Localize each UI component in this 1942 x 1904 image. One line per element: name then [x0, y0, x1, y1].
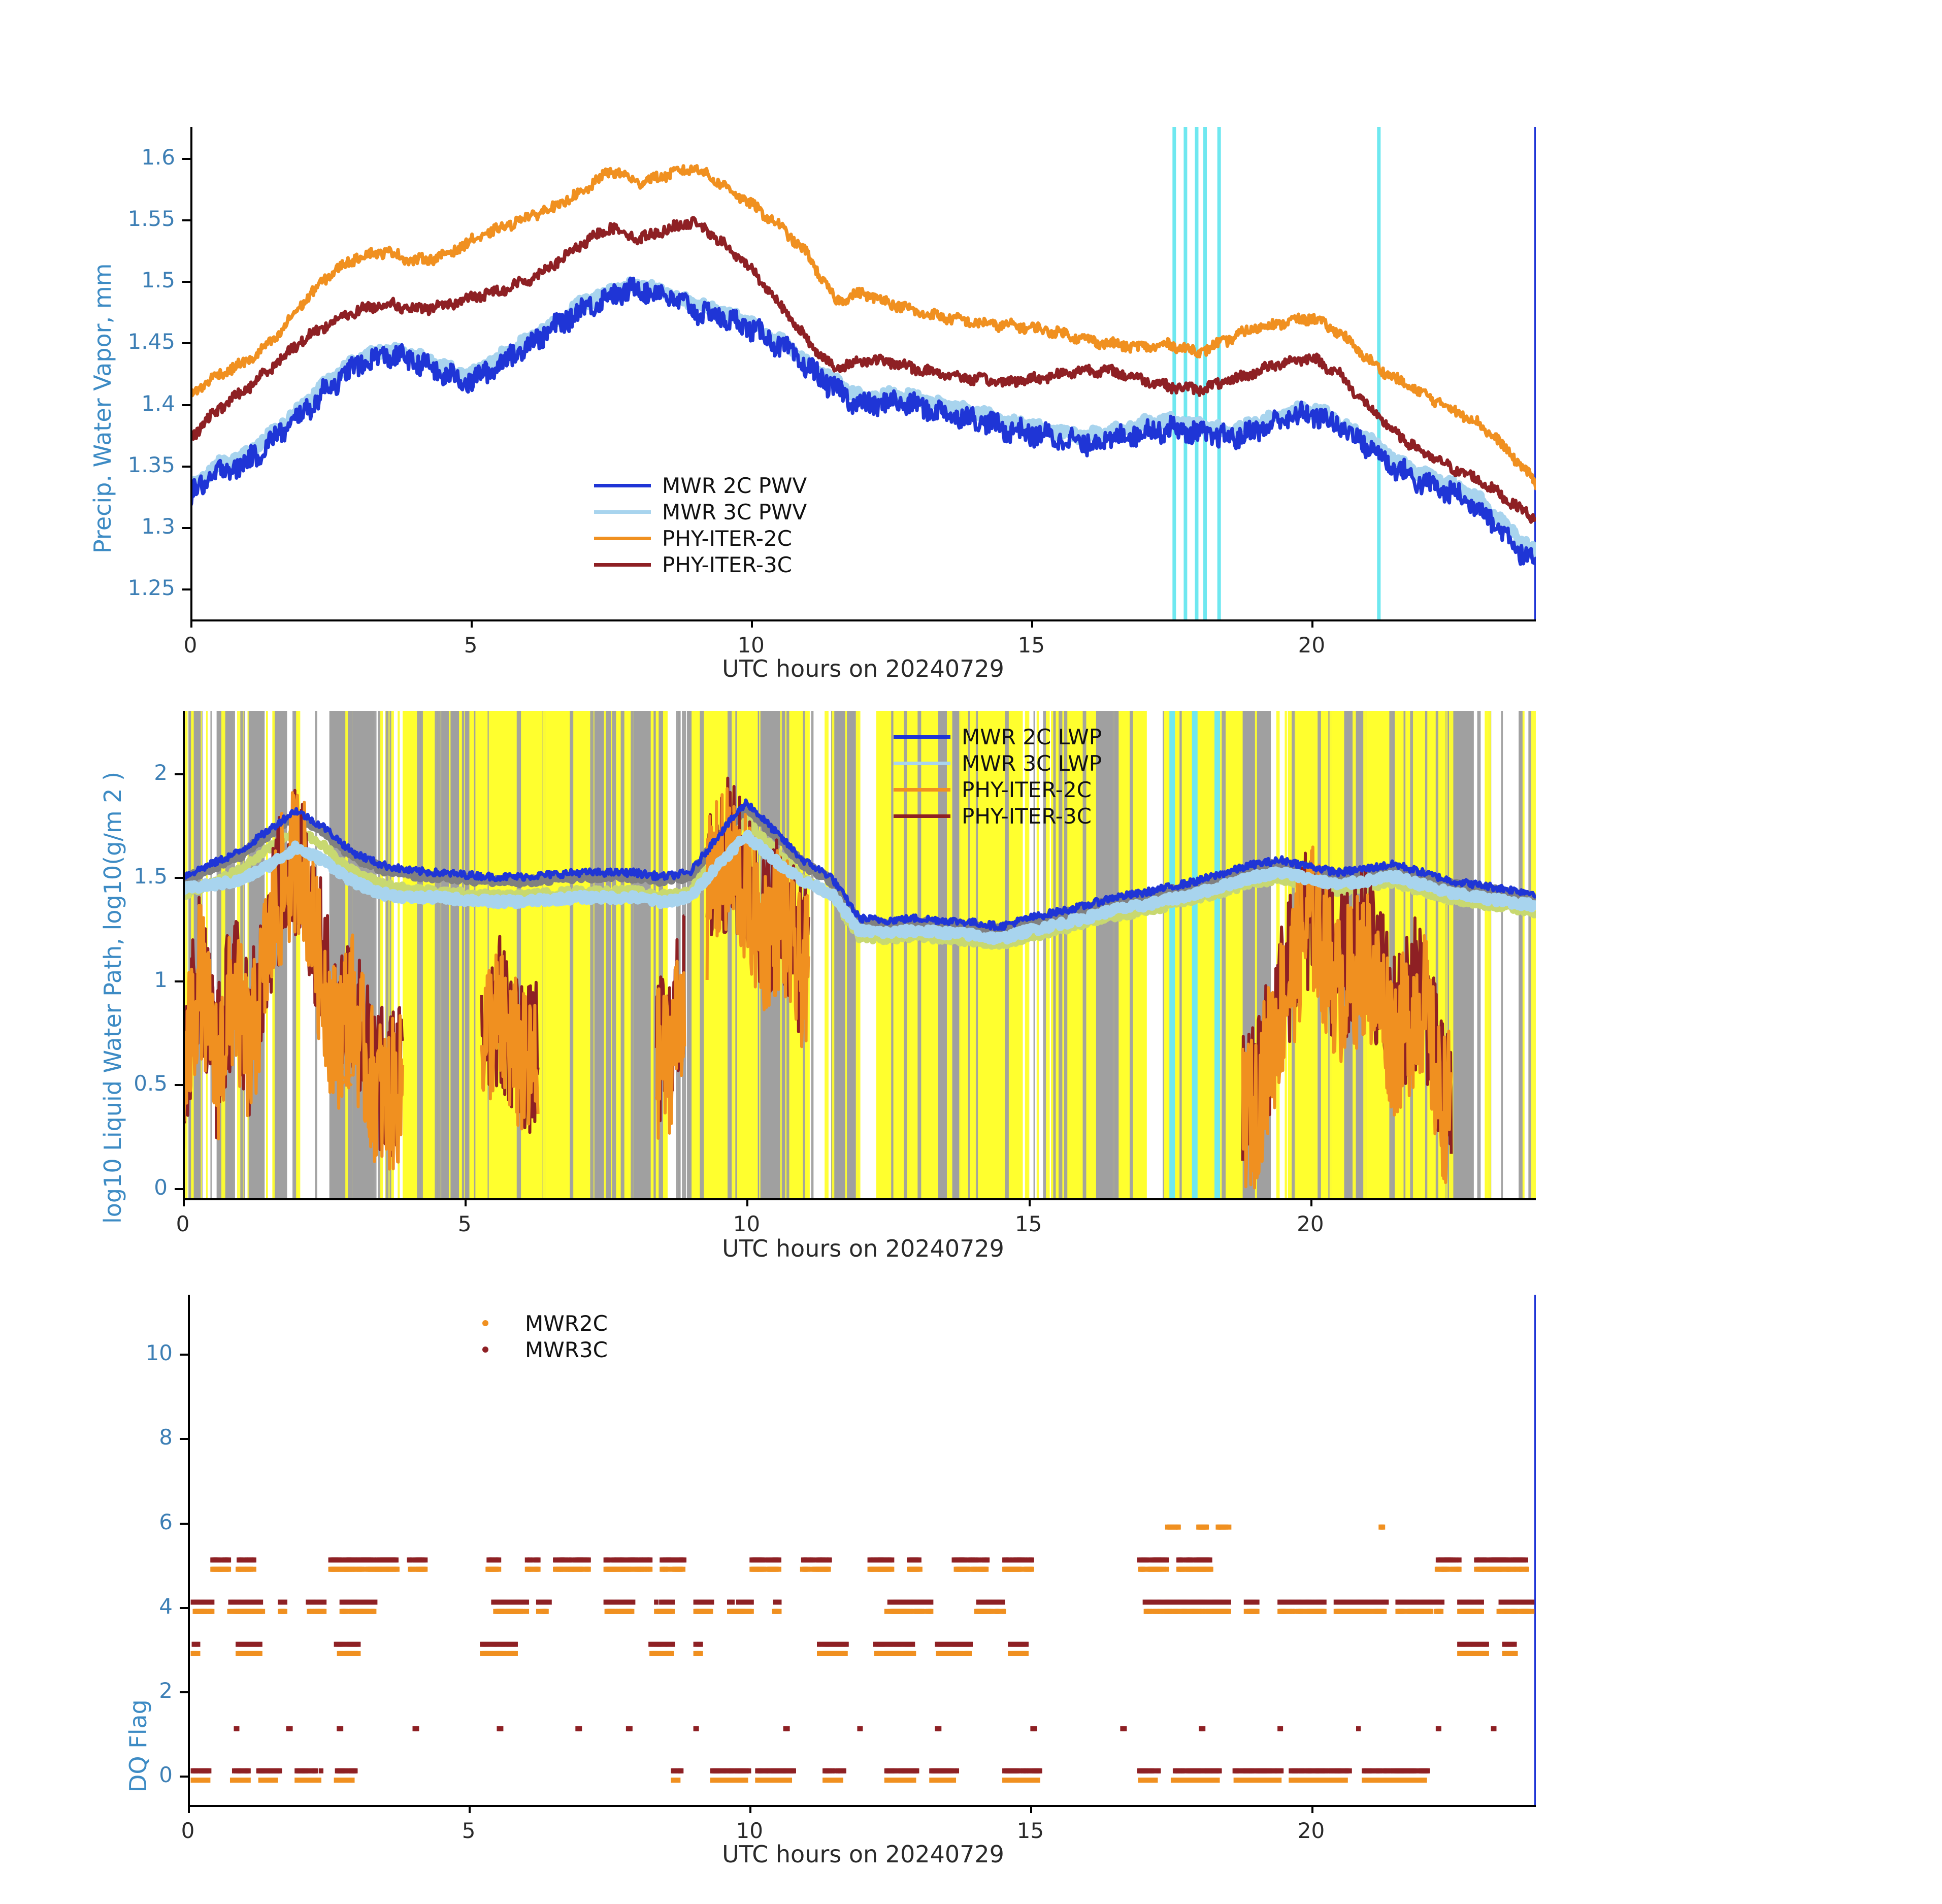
x-tick: [1031, 619, 1033, 628]
panel-pwv: [0, 0, 1942, 682]
y-tick-label: 0: [154, 1174, 168, 1200]
y-tick-label: 1.6: [141, 144, 175, 170]
y-tick: [182, 219, 190, 221]
x-tick-label: 0: [181, 1818, 195, 1843]
x-tick: [183, 1198, 185, 1206]
x-tick-label: 5: [462, 1818, 476, 1843]
x-tick-label: 20: [1297, 1211, 1324, 1236]
legend-label: MWR3C: [525, 1337, 608, 1362]
x-tick: [1029, 1198, 1031, 1206]
x-tick: [749, 1805, 751, 1813]
pwv-x-axis: [190, 619, 1536, 621]
x-tick: [471, 619, 473, 628]
x-tick: [751, 619, 753, 628]
x-tick: [746, 1198, 748, 1206]
legend-item: [457, 1336, 608, 1363]
y-tick: [180, 1776, 188, 1778]
legend-swatch-phy-iter-2c-lwp: [894, 788, 950, 792]
x-tick-label: 15: [1017, 633, 1045, 658]
y-tick: [182, 527, 190, 529]
y-tick-label: 1.45: [127, 329, 175, 354]
legend-item: [894, 724, 1102, 750]
legend-swatch-mwr3c-pwv: [594, 510, 651, 514]
y-tick: [175, 980, 183, 982]
legend-item: [894, 776, 1102, 803]
pwv-plot-area: [190, 127, 1536, 619]
y-tick: [175, 1084, 183, 1086]
y-tick: [182, 342, 190, 344]
y-tick-label: 4: [159, 1593, 173, 1619]
x-tick-label: 15: [1016, 1818, 1044, 1843]
y-tick-label: 1.25: [127, 575, 175, 601]
legend-label: MWR 2C LWP: [962, 724, 1102, 749]
x-tick-label: 0: [176, 1211, 190, 1236]
pwv-y-axis-title: Precip. Water Vapor, mm: [89, 263, 116, 553]
legend-item: [594, 499, 807, 525]
x-tick: [1311, 1805, 1313, 1813]
x-tick: [1311, 619, 1313, 628]
legend-item: [594, 525, 807, 551]
dq-plot-area: [188, 1295, 1536, 1805]
y-tick: [175, 773, 183, 775]
legend-label: PHY-ITER-2C: [962, 777, 1092, 802]
legend-label: MWR 2C PWV: [662, 473, 807, 498]
y-tick: [182, 158, 190, 160]
x-tick-label: 20: [1297, 1818, 1325, 1843]
legend-item: [594, 472, 807, 499]
y-tick: [180, 1691, 188, 1693]
lwp-y-axis: [183, 711, 185, 1200]
x-tick-label: 0: [183, 633, 198, 658]
y-tick: [180, 1354, 188, 1356]
lwp-plot-area: [183, 711, 1536, 1198]
y-tick-label: 2: [159, 1678, 173, 1703]
y-tick: [175, 877, 183, 879]
y-tick: [182, 281, 190, 283]
legend-dot-mwr2c: [457, 1320, 514, 1326]
y-tick: [182, 466, 190, 468]
pwv-x-axis-title: UTC hours on 20240729: [722, 655, 1004, 682]
x-tick-label: 5: [457, 1211, 472, 1236]
legend-label: PHY-ITER-3C: [962, 803, 1092, 829]
x-tick-label: 5: [464, 633, 478, 658]
legend-dot-mwr3c: [457, 1347, 514, 1353]
y-tick-label: 1.4: [141, 390, 175, 416]
x-tick-label: 20: [1298, 633, 1326, 658]
dq-x-axis: [188, 1805, 1536, 1807]
dq-x-axis-title: UTC hours on 20240729: [722, 1841, 1004, 1868]
lwp-x-axis: [183, 1198, 1536, 1200]
dq-y-axis: [188, 1295, 190, 1807]
x-tick-label: 15: [1014, 1211, 1042, 1236]
legend-swatch-phy-iter-3c-lwp: [894, 814, 950, 818]
y-tick-label: 0.5: [134, 1071, 168, 1096]
y-tick-label: 10: [145, 1340, 173, 1366]
legend-label: PHY-ITER-3C: [662, 552, 792, 577]
y-tick-label: 2: [154, 760, 168, 785]
lwp-legend: [894, 724, 1102, 829]
x-tick: [1030, 1805, 1032, 1813]
legend-swatch-phy-iter-3c-pwv: [594, 563, 651, 567]
legend-label: MWR 3C PWV: [662, 499, 807, 524]
y-tick-label: 6: [159, 1509, 173, 1534]
y-tick-label: 1: [154, 967, 168, 993]
y-tick-label: 1.3: [141, 514, 175, 539]
legend-label: MWR 3C LWP: [962, 750, 1102, 776]
legend-label: PHY-ITER-2C: [662, 526, 792, 551]
lwp-y-axis-title-text: log10 Liquid Water Path, log10(g/m 2 ): [99, 771, 126, 1224]
x-tick-label: 10: [733, 1211, 761, 1236]
panel-lwp: [0, 680, 1942, 1279]
legend-item: [594, 551, 807, 578]
pwv-y-axis: [190, 127, 192, 621]
y-tick: [175, 1188, 183, 1190]
dq-y-axis-title: DQ Flag: [124, 1699, 152, 1792]
y-tick: [180, 1523, 188, 1525]
panel-dq-flag: [0, 1269, 1942, 1904]
x-tick: [188, 1805, 190, 1813]
x-tick-label: 10: [736, 1818, 763, 1843]
x-tick-label: 10: [737, 633, 765, 658]
y-tick: [182, 404, 190, 406]
y-tick-label: 1.55: [127, 206, 175, 231]
y-tick-label: 1.5: [141, 268, 175, 293]
legend-item: [894, 750, 1102, 776]
y-tick-label: 0: [159, 1762, 173, 1787]
y-tick-label: 8: [159, 1425, 173, 1450]
y-tick-label: 1.35: [127, 452, 175, 477]
pwv-legend: [594, 472, 807, 578]
legend-label: MWR2C: [525, 1310, 608, 1336]
y-tick: [180, 1438, 188, 1440]
x-tick: [1310, 1198, 1312, 1206]
dq-legend: [457, 1310, 608, 1363]
y-tick: [182, 588, 190, 590]
legend-swatch-mwr2c-lwp: [894, 735, 950, 739]
x-tick: [190, 619, 192, 628]
x-tick: [465, 1198, 467, 1206]
legend-swatch-mwr2c-pwv: [594, 484, 651, 487]
y-tick-label: 1.5: [134, 863, 168, 889]
legend-item: [457, 1310, 608, 1336]
legend-item: [894, 803, 1102, 829]
legend-swatch-phy-iter-2c-pwv: [594, 537, 651, 540]
x-tick: [469, 1805, 471, 1813]
lwp-y-axis-title: [99, 772, 126, 1224]
y-tick: [180, 1607, 188, 1609]
lwp-x-axis-title: UTC hours on 20240729: [722, 1235, 1004, 1262]
legend-swatch-mwr3c-lwp: [894, 762, 950, 765]
